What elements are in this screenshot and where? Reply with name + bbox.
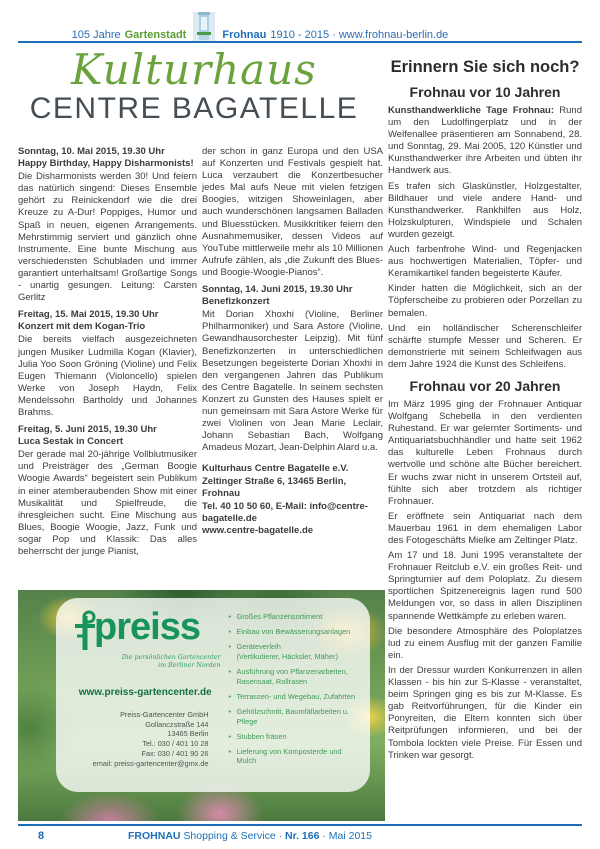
preiss-city: 13465 Berlin	[167, 729, 209, 739]
preiss-tagline	[68, 654, 222, 670]
venue-name: Kulturhaus Centre Bagatelle e.V.	[202, 463, 349, 475]
section1-paragraph: Kinder hatten die Möglichkeit, sich an der Töpferscheibe zu probieren oder Porzellan zu bemalen.	[388, 283, 582, 319]
section1-paragraph: Auch farbenfrohe Wind- und Regenjacken aus hochwertigen Materialien, Töpfer- und Keramikartikel fanden begeisterte Käufer.	[388, 244, 582, 280]
section1-lead-paragraph	[388, 105, 582, 178]
footer-mid: Shopping & Service ·	[180, 830, 285, 842]
venue-address: Zeltinger Straße 6, 13465 Berlin, Frohnau	[202, 475, 347, 500]
event-3-header	[18, 424, 197, 448]
section2-paragraph: In der Dressur wurden Konkurrenzen in allen Klassen - bis hin zur S-Klasse - veranstaltet, beim Springen ging es bis zur M-Klasse. Es gab Reitvorführungen, für die Kinder ein Ponyreiten, die Eltern konnten sich über Reitprüfungen informieren, und bei der Tombola lockten viele Preise. Für Essen und Trinken war gesorgt.	[388, 664, 582, 761]
footer-divider	[18, 824, 582, 826]
tagline-line-2: im Berliner Norden	[158, 662, 221, 669]
section1-paragraph: Und ein holländischer Scherenschleifer schärfte stumpfe Messer und Scheren. Er demonstrierte mit seinem Schleifwagen aus dem Jahre 1924 die Kunst des Schleifens.	[388, 322, 582, 370]
centre-bagatelle-logo	[20, 45, 368, 126]
service-sub: Rasensaat, Rollrasen	[236, 676, 308, 686]
service-text: Geräteverleih	[236, 642, 281, 652]
header-gartenstadt: Gartenstadt	[124, 29, 187, 41]
ad-service-item	[228, 612, 360, 622]
ad-services-block	[222, 608, 360, 784]
event-2-body: Die bereits vielfach ausgezeichneten jungen Musiker Ludmilla Kogan (Klavier), Julia Yoo Soon Gröning (Violine) und Felix Eugen Thiemann (Violoncello) spielen Werke von Joseph Haydn, Felix Mendelssohn Bartholdy und Johannes Brahms.	[18, 334, 197, 418]
header-prefix: 105 Jahre	[71, 29, 121, 41]
service-text: Ausführung von Pflanzenarbeiten,	[236, 666, 348, 676]
ad-service-item	[228, 732, 360, 742]
footer-issue-number: Nr. 166	[285, 830, 320, 842]
section2-paragraph: Er eröffnete sein Antiquariat nach dem Mauerbau 1961 in dem ehemaligen Labor des Fotogeschäfts Mielke am Zeltinger Platz.	[388, 510, 582, 546]
venue-website: www.centre-bagatelle.de	[202, 525, 314, 537]
venue-contact-block	[202, 463, 383, 537]
page-header	[0, 10, 520, 42]
header-frohnau: Frohnau	[222, 29, 267, 41]
column-middle	[202, 146, 383, 538]
venue-phone-email: Tel. 40 10 50 60, E-Mail: info@centre-bagatelle.de	[202, 500, 368, 524]
preiss-logo	[68, 608, 222, 652]
article-title: Erinnern Sie sich noch?	[390, 58, 580, 76]
footer-brand: FROHNAU	[128, 830, 181, 842]
event-4-title: Benefizkonzert	[202, 296, 270, 308]
section1-lead-bold: Kunsthandwerkliche Tage Frohnau:	[388, 105, 555, 116]
ad-service-item	[228, 707, 360, 726]
event-1-title: Happy Birthday, Happy Disharmonists!	[18, 158, 194, 170]
ad-service-item	[228, 642, 360, 661]
ad-left-block	[68, 608, 222, 784]
event-3-date: Freitag, 5. Juni 2015, 19.30 Uhr	[18, 424, 157, 436]
preiss-gartencenter-ad	[18, 590, 385, 821]
ad-service-list	[222, 612, 360, 766]
section2-paragraph: Am 17 und 18. Juni 1995 veranstaltete der Frohnauer Reitclub e.V. ein großes Reit- und Springturnier auf dem Poloplatz. Zu diesem sportlichen Spitzenereignis lagen rund 500 Meldungen vor, so dass in allen Disziplinen spannende Wettkämpfe zu erleben waren.	[388, 550, 582, 622]
ad-panel	[56, 598, 370, 792]
event-4-date: Sonntag, 14. Juni 2015, 19.30 Uhr	[202, 284, 353, 296]
preiss-address-block	[68, 710, 222, 768]
page-number: 8	[38, 830, 45, 842]
section2-paragraph: Die besondere Atmosphäre des Poloplatzes lud zu einem Ausflug mit der ganzen Familie ein.	[388, 625, 582, 661]
column-right	[388, 57, 582, 765]
service-text: Einbau von Bewässerungsanlagen	[236, 627, 351, 637]
header-suffix: 1910 - 2015 · www.frohnau-berlin.de	[270, 29, 449, 41]
service-text: Lieferung von Komposterde und Mulch	[236, 746, 342, 766]
preiss-website: www.preiss-gartencenter.de	[78, 687, 212, 698]
service-text: Großes Pflanzensortiment	[236, 612, 323, 621]
service-text: Terrassen- und Wegebau, Zufahrten	[236, 691, 356, 701]
ad-service-item	[228, 627, 360, 637]
preiss-email: email: preiss-gartencenter@gmx.de	[92, 758, 209, 768]
logo-centre-bagatelle: CENTRE BAGATELLE	[29, 92, 359, 125]
section-heading-10-jahre: Frohnau vor 10 Jahren	[409, 84, 561, 100]
logo-kulturhaus: Kulturhaus	[71, 45, 317, 94]
service-text: Gehölzschnitt, Baumfällarbeiten u. Pflege	[236, 706, 350, 726]
preiss-fax: Fax: 030 / 401 90 26	[141, 748, 209, 758]
ad-service-item	[228, 692, 360, 702]
preiss-company: Preiss-Gartencenter GmbH	[120, 710, 209, 719]
preiss-phone: Tel.: 030 / 401 10 28	[142, 739, 209, 749]
frohnau-tower-icon	[193, 12, 215, 42]
ad-service-item	[228, 747, 360, 766]
preiss-street: Gollanczstraße 144	[145, 719, 209, 729]
event-3-continuation: der schon in ganz Europa und den USA auf Konzerten und Festivals gespielt hat. Luca verzaubert die Konzertbesucher jedes Mal aufs Neue mit vielen fetzigen Boogies, witzigen Showeinlagen, aber auch wunderschönen langsamen Balladen und Bluesstücken. Musikkritiker feiern den Ausnahmemusiker, dessen Videos auf YouTube mittlerweile mehr als 10 Millionen Aufrufe zählen, als „die Zukunft des Blues- und Boogie-Woogie-Pianos“.	[202, 146, 383, 278]
service-sub: (Vertikutierer, Häcksler, Mäher)	[236, 651, 338, 661]
section1-lead-rest: Rund um den Ludolfingerplatz und in der Welfenallee präsentieren am Sonnabend, 28. und Sonntag, 29. Mai 2005, 120 Künstler und Kunsthandwerker ihre Arbeiten und übten ihr Handwerk aus.	[388, 105, 582, 177]
event-3-body: Der gerade mal 20-jährige Vollblutmusiker und Preisträger des „German Boogie Woogie Awards“ begeistert sein Publikum in einer atemberaubenden Show mit einer Musikalität und Spielfreude, die ihresgleichen sucht. Eine Mischung aus Blues, Boogie Woogie, Jazz, Funk und sogar Pop und Klassik: Das alles beherrscht der junge Pianist,	[18, 449, 197, 557]
event-2-title: Konzert mit dem Kogan-Trio	[18, 321, 146, 333]
section1-paragraph: Es trafen sich Glaskünstler, Holzgestalter, Bildhauer und viele andere Hand- und Kunsthandwerker. Rankhilfen aus Holz, Holzskulpturen, Windspiele und Schalen wurden gezeigt.	[388, 180, 582, 240]
event-1-date: Sonntag, 10. Mai 2015, 19.30 Uhr	[18, 146, 165, 157]
event-1-body: Die Disharmonists werden 30! Und feiern das natürlich singend: Dieses Ensemble gehört zu Reinickendorf wie die drei Kreuze zu A-Dur! Poppiges, Humor und Spaß in neuen, eigenen Arrangements. Mehrstimmig serviert und gänzlich ohne Instrumente. Eine bunte Mischung aus verschiedensten Schubladen und immer garantiert unterhaltsam! Großartige Songs - unartig gesungen. Leitung: Carsten Gerlitz	[18, 171, 197, 304]
event-3-title: Luca Sestak in Concert	[18, 436, 124, 448]
section-heading-20-jahre: Frohnau vor 20 Jahren	[409, 377, 561, 394]
section2-paragraph: Im März 1995 ging der Frohnauer Antiquar Wolfgang Schebella in den verdienten Ruhestand. Er war gelernter Sortiments- und Antiquariatsbuchhändler und hatte seit 1962 das kulturelle Leben Frohnaus durch wertvolle und schöne alte Bücher bereichert. Er wuchs zwar nicht in unserem Ortsteil auf, fühlte sich aber trotzdem als richtiger Frohnauer.	[388, 398, 582, 507]
column-left	[18, 146, 197, 561]
footer-issue-line	[0, 830, 500, 842]
ad-service-item	[228, 667, 360, 686]
event-4-body: Mit Dorian Xhoxhi (Violine, Berliner Philharmoniker) und Sara Astore (Violine, Gewandhausorchester Leipzig). Mit fünf Benefizkonzerten in unterschiedlichen Besetzungen begeisterte Dorian Xhoxhi in den vergangenen Jahren das Publikum des Centre Bagatelle. In seinem sechsten Konzert zu Gunsten des Hauses spielt er nun gemeinsam mit Sara Astore Werke für zwei Violinen von Jean Marie Leclair, Johann Sebastian Bach, Wolfgang Amadeus Mozart, Jean-Delphin Alard u.a.	[202, 309, 383, 454]
header-divider	[18, 41, 582, 43]
event-1-header	[18, 146, 197, 170]
event-2-date: Freitag, 15. Mai 2015, 19.30 Uhr	[18, 309, 159, 321]
tagline-line-1: Die persönlichen Gartencenter	[121, 654, 221, 661]
event-4-header	[202, 284, 383, 308]
event-2-header	[18, 309, 197, 333]
preiss-brand-name: preiss	[94, 606, 200, 648]
footer-date: · Mai 2015	[319, 830, 372, 842]
service-text: Stubben fräsen	[236, 731, 287, 741]
